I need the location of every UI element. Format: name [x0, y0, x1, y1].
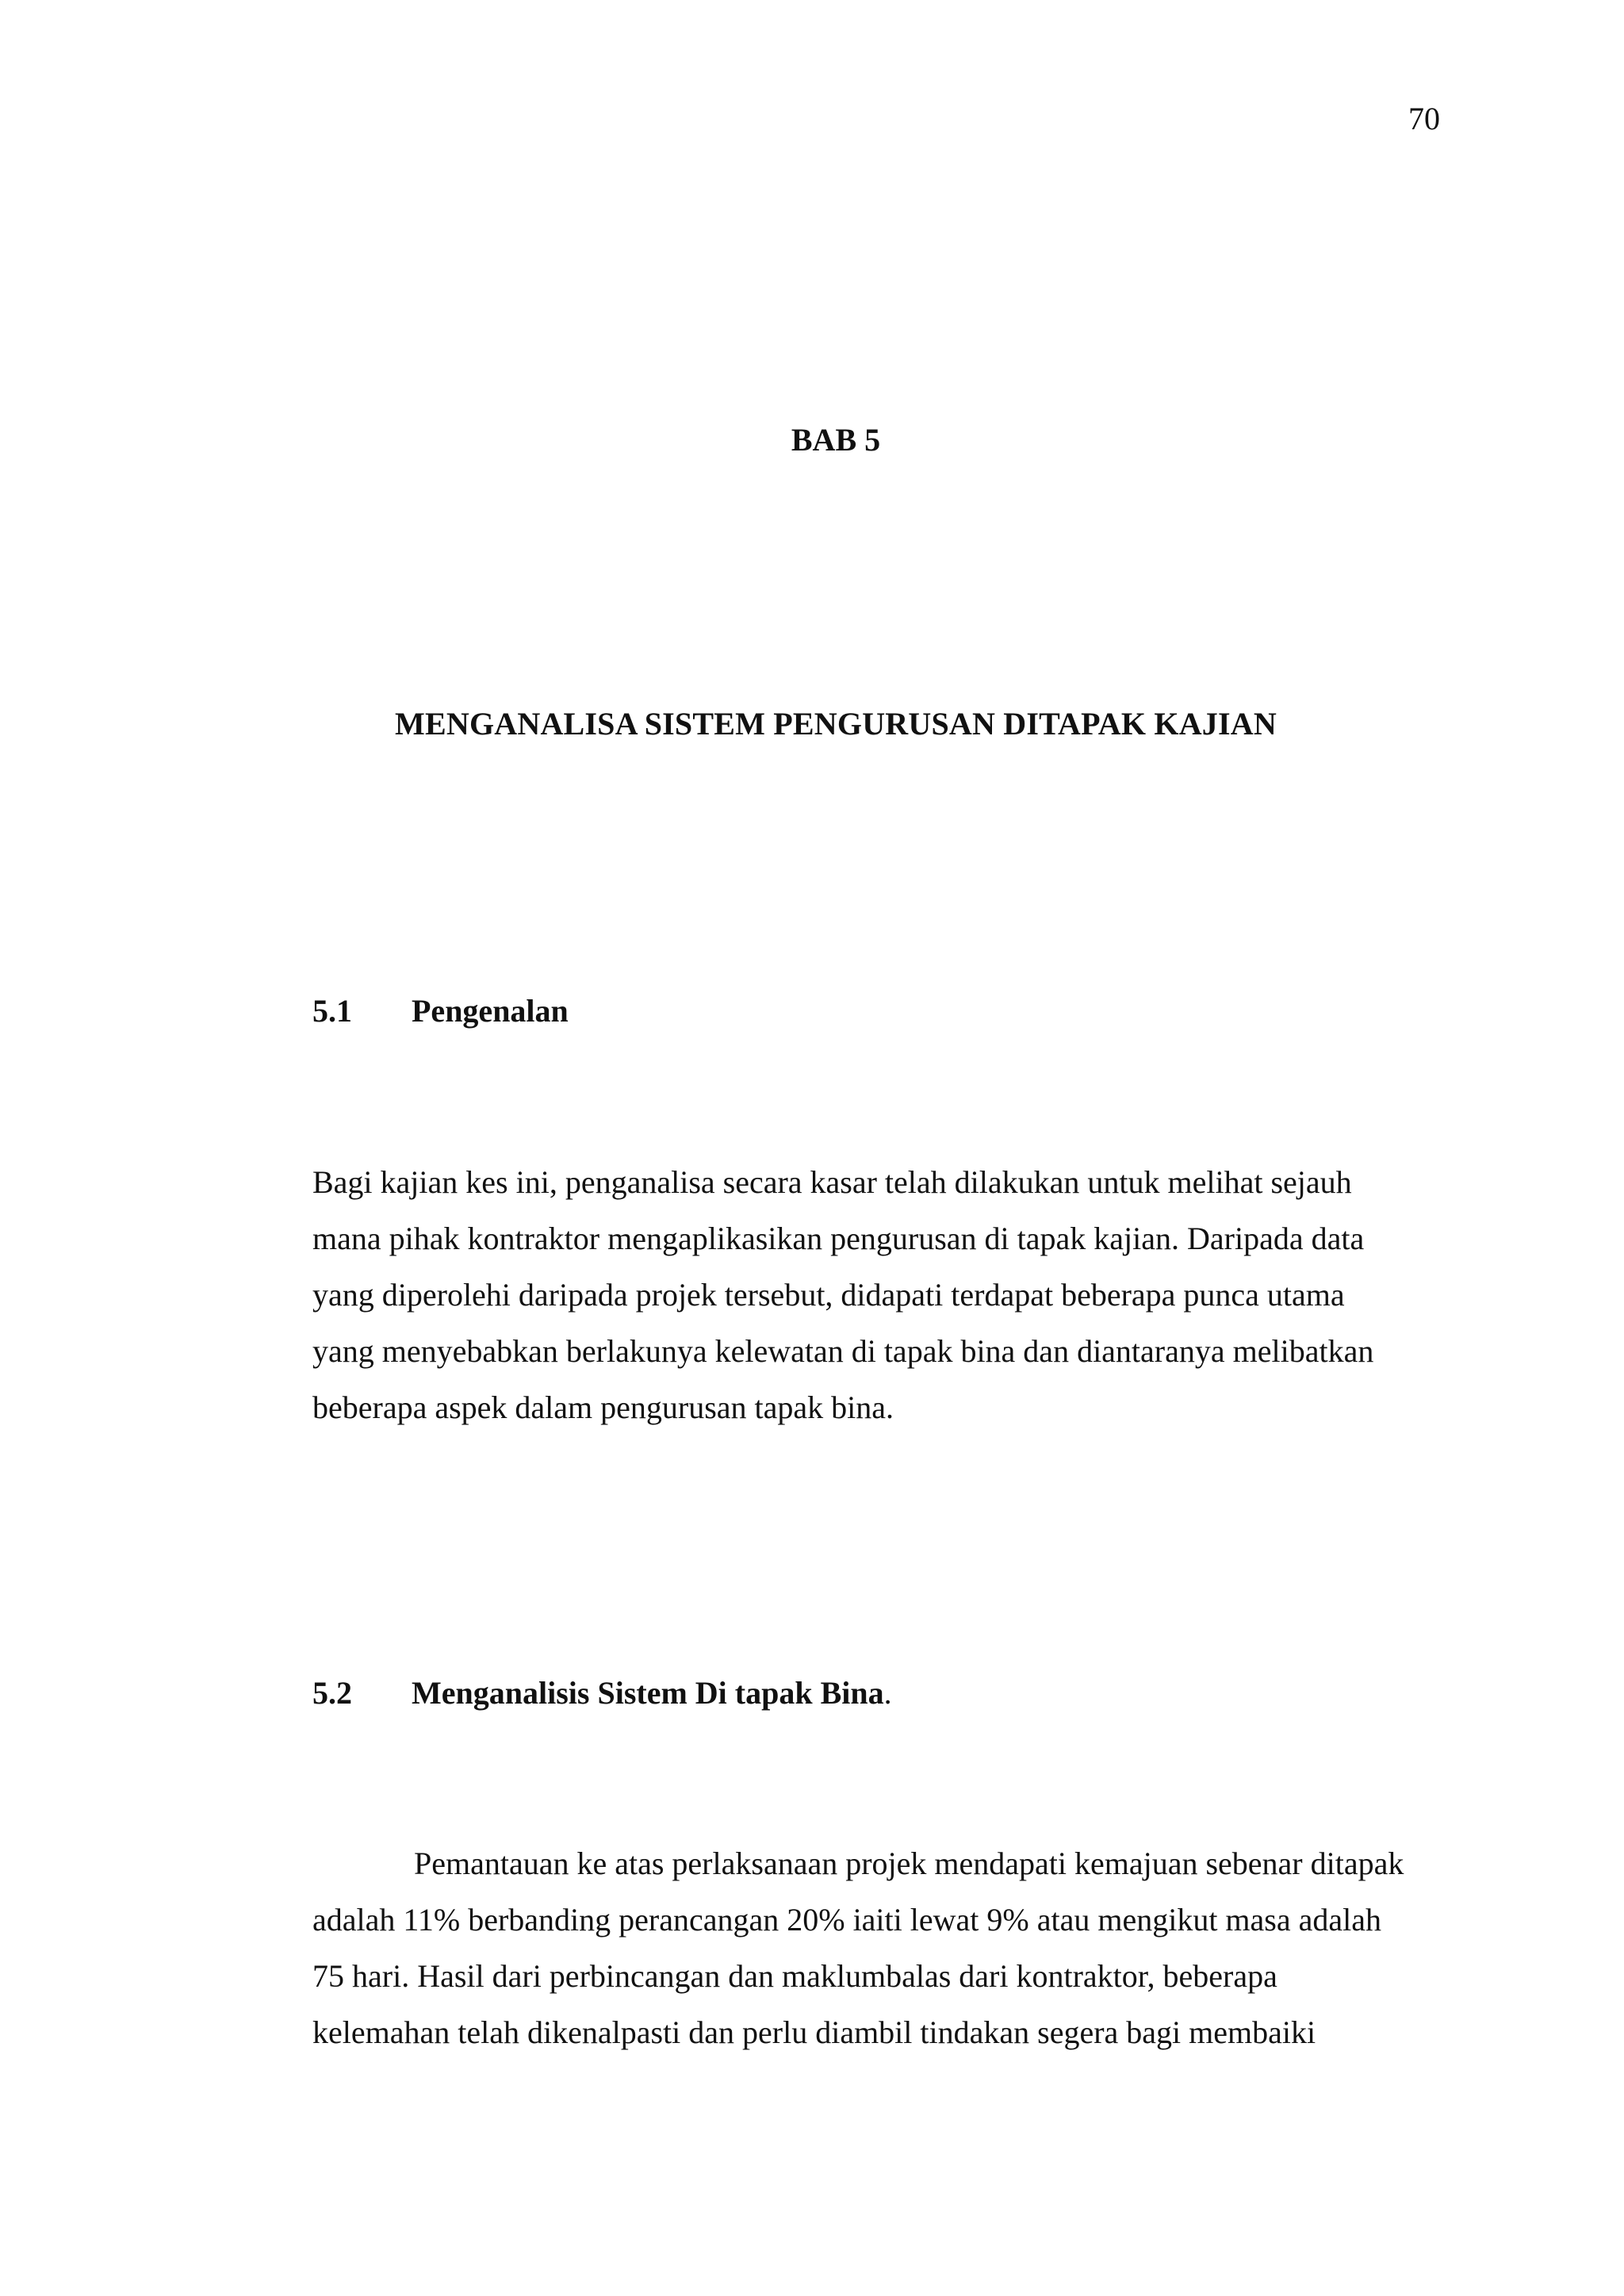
section-title: Pengenalan [412, 993, 569, 1029]
paragraph-5-2 [312, 1835, 1454, 2060]
paragraph-5-1 [312, 1154, 1454, 1435]
section-number: 5.2 [312, 1675, 352, 1711]
paragraph-line: yang menyebabkan berlakunya kelewatan di tapak bina dan diantaranya melibatkan [312, 1333, 1374, 1369]
paragraph-line: mana pihak kontraktor mengaplikasikan pengurusan di tapak kajian. Daripada data [312, 1221, 1365, 1256]
section-title-trailing: . [883, 1675, 892, 1711]
paragraph-line: Bagi kajian kes ini, penganalisa secara kasar telah dilakukan untuk melihat sejauh [312, 1164, 1352, 1200]
section-number: 5.1 [312, 993, 352, 1029]
paragraph-line: 75 hari. Hasil dari perbincangan dan maklumbalas dari kontraktor, beberapa [312, 1958, 1277, 1994]
chapter-title: MENGANALISA SISTEM PENGURUSAN DITAPAK KAJIAN [395, 706, 1277, 742]
paragraph-line: yang diperolehi daripada projek tersebut, didapati terdapat beberapa punca utama [312, 1277, 1345, 1313]
chapter-label: BAB 5 [791, 422, 881, 458]
section-heading-5-2 [312, 1669, 892, 1717]
paragraph-line: beberapa aspek dalam pengurusan tapak bina. [312, 1389, 894, 1425]
paragraph-line: Pemantauan ke atas perlaksanaan projek mendapati kemajuan sebenar ditapak [414, 1846, 1404, 1881]
paragraph-line: adalah 11% berbanding perancangan 20% iaiti lewat 9% atau mengikut masa adalah [312, 1902, 1381, 1938]
page-number: 70 [1408, 101, 1440, 136]
paragraph-line: kelemahan telah dikenalpasti dan perlu diambil tindakan segera bagi membaiki [312, 2014, 1316, 2050]
section-title: Menganalisis Sistem Di tapak Bina [412, 1675, 884, 1711]
section-heading-5-1 [312, 987, 569, 1035]
